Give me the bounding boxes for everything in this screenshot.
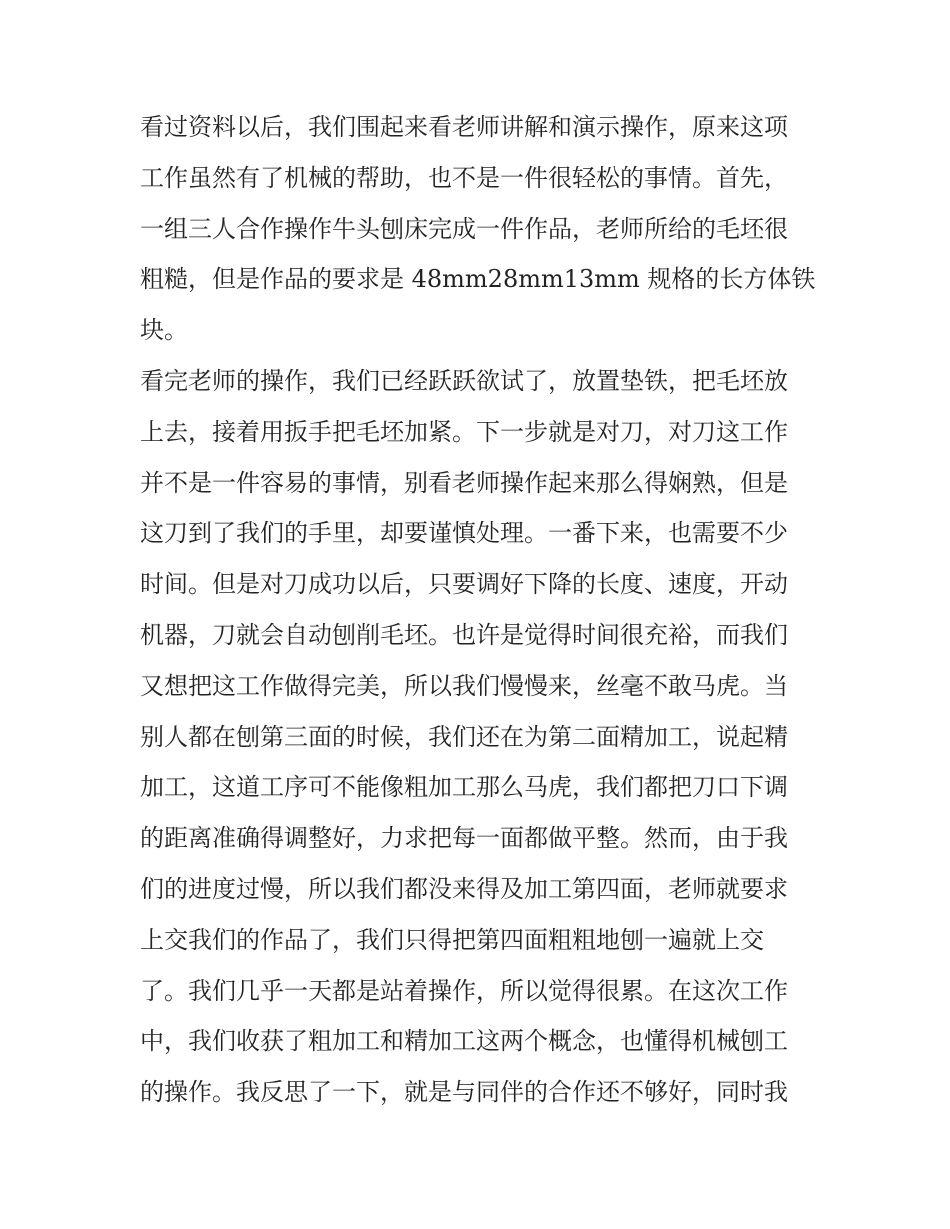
text-line: 们的进度过慢，所以我们都没来得及加工第四面，老师就要求 [140,874,788,903]
text-line: 时间。但是对刀成功以后，只要调好下降的长度、速度，开动 [140,570,788,599]
text-line: 加工，这道工序可不能像粗加工那么马虎，我们都把刀口下调 [140,773,788,802]
text-line: 并不是一件容易的事情，别看老师操作起来那么得娴熟，但是 [140,468,788,497]
text-line: 工作虽然有了机械的帮助，也不是一件很轻松的事情。首先， [140,163,788,192]
document-body [140,102,820,1118]
text-line: 的操作。我反思了一下，就是与同伴的合作还不够好，同时我 [140,1078,788,1107]
text-line: 机器，刀就会自动刨削毛坯。也许是觉得时间很充裕，而我们 [140,620,788,649]
text-line: 看过资料以后，我们围起来看老师讲解和演示操作，原来这项 [140,113,788,141]
text-line: 的距离准确得调整好，力求把每一面都做平整。然而，由于我 [140,824,788,853]
text-line: 一组三人合作操作牛头刨床完成一件作品，老师所给的毛坯很 [140,214,788,243]
text-line: 粗糙，但是作品的要求是 48mm28mm13mm 规格的长方体铁 [140,265,816,294]
text-line: 上交我们的作品了，我们只得把第四面粗粗地刨一遍就上交 [140,925,764,954]
text-line: 中，我们收获了粗加工和精加工这两个概念，也懂得机械刨工 [140,1027,788,1056]
text-line: 了。我们几乎一天都是站着操作，所以觉得很累。在这次工作 [140,976,788,1005]
text-line: 又想把这工作做得完美，所以我们慢慢来，丝毫不敢马虎。当 [140,671,788,700]
text-line: 这刀到了我们的手里，却要谨慎处理。一番下来，也需要不少 [140,519,788,548]
text-line: 块。 [140,316,188,345]
text-line: 别人都在刨第三面的时候，我们还在为第二面精加工，说起精 [140,722,788,751]
text-line: 上去，接着用扳手把毛坯加紧。下一步就是对刀，对刀这工作 [140,417,788,446]
text-line: 看完老师的操作，我们已经跃跃欲试了，放置垫铁，把毛坯放 [140,366,788,395]
